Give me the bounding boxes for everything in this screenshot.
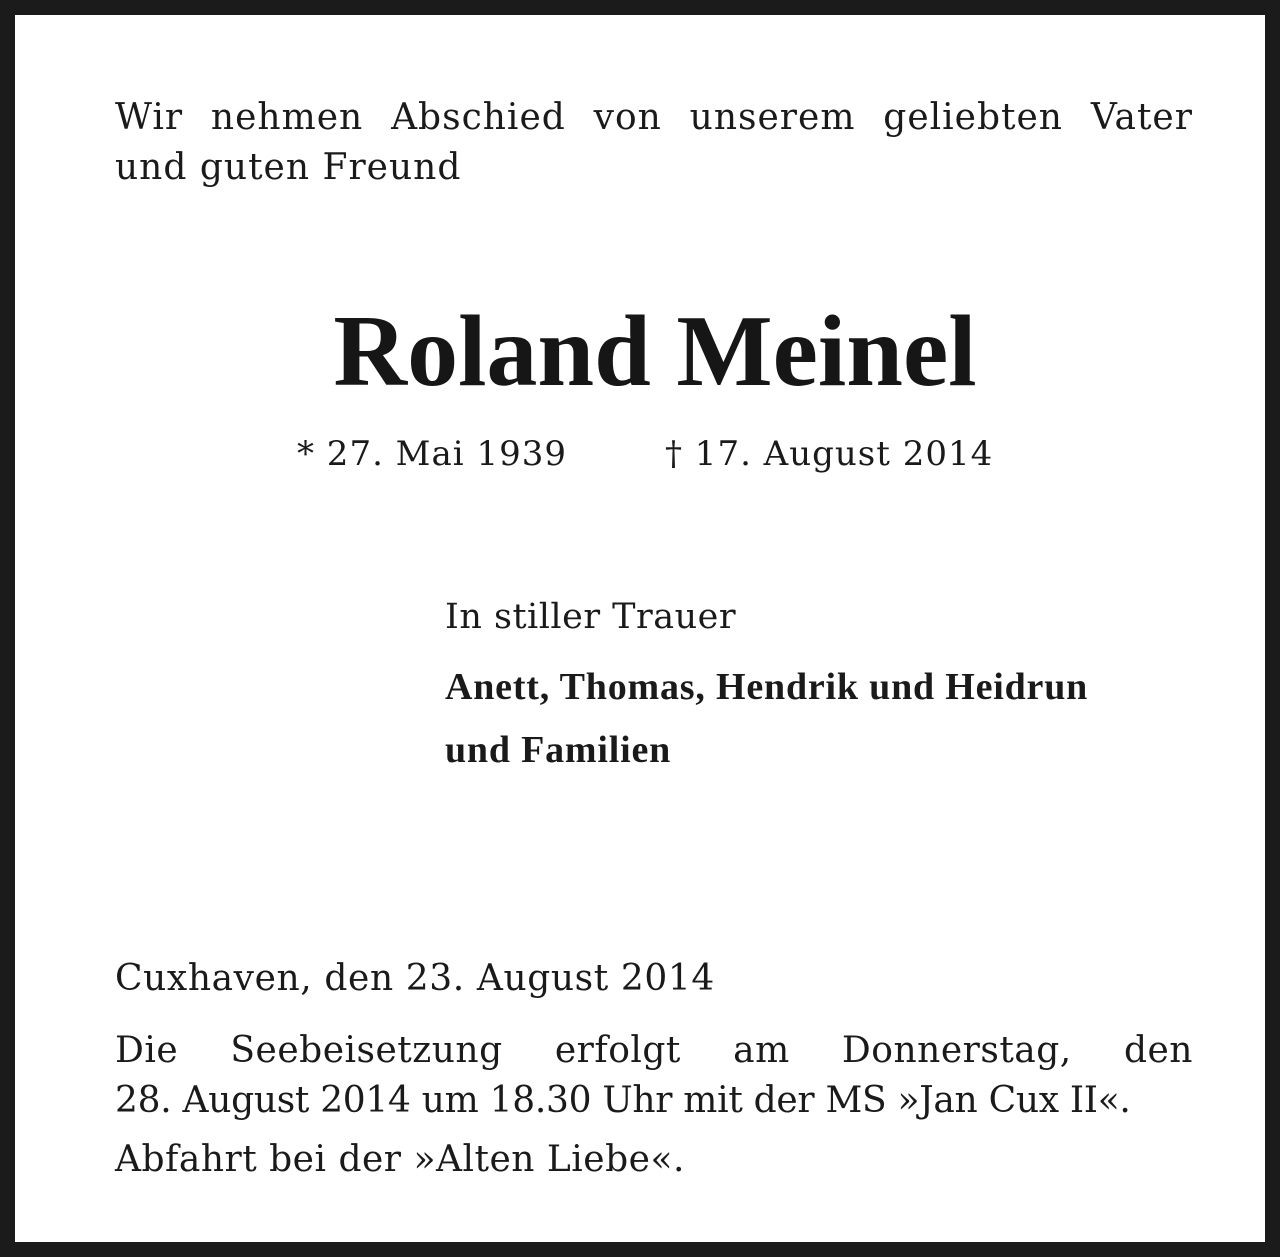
mourners-names-line-2: und Familien — [445, 729, 672, 771]
departure-note: Abfahrt bei der »Alten Liebe«. — [115, 1139, 685, 1180]
mourners-names-line-1: Anett, Thomas, Hendrik und Heidrun — [445, 666, 1089, 708]
burial-word: den — [1123, 1030, 1193, 1071]
mourning-heading: In stiller Trauer — [445, 597, 737, 637]
burial-word: erfolgt — [554, 1030, 681, 1071]
intro-word: Vater — [1090, 97, 1193, 138]
burial-word: Seebeisetzung — [230, 1030, 503, 1071]
intro-word: nehmen — [210, 97, 364, 138]
intro-line-1 — [115, 97, 1193, 138]
burial-word: am — [733, 1030, 790, 1071]
place-and-date: Cuxhaven, den 23. August 2014 — [115, 958, 715, 999]
intro-word: Abschied — [391, 97, 566, 138]
intro-word: geliebten — [883, 97, 1063, 138]
burial-word: Donnerstag, — [841, 1030, 1072, 1071]
burial-notice-line-2: 28. August 2014 um 18.30 Uhr mit der MS »Jan Cux II«. — [115, 1080, 1131, 1121]
deceased-name: Roland Meinel — [333, 295, 977, 408]
intro-line-2: und guten Freund — [115, 147, 462, 188]
intro-word: Wir — [115, 97, 184, 138]
intro-word: unserem — [689, 97, 856, 138]
burial-notice-line-1 — [115, 1030, 1193, 1071]
death-date: † 17. August 2014 — [665, 434, 994, 474]
birth-date: * 27. Mai 1939 — [297, 434, 567, 474]
intro-word: von — [593, 97, 662, 138]
burial-word: Die — [115, 1030, 179, 1071]
